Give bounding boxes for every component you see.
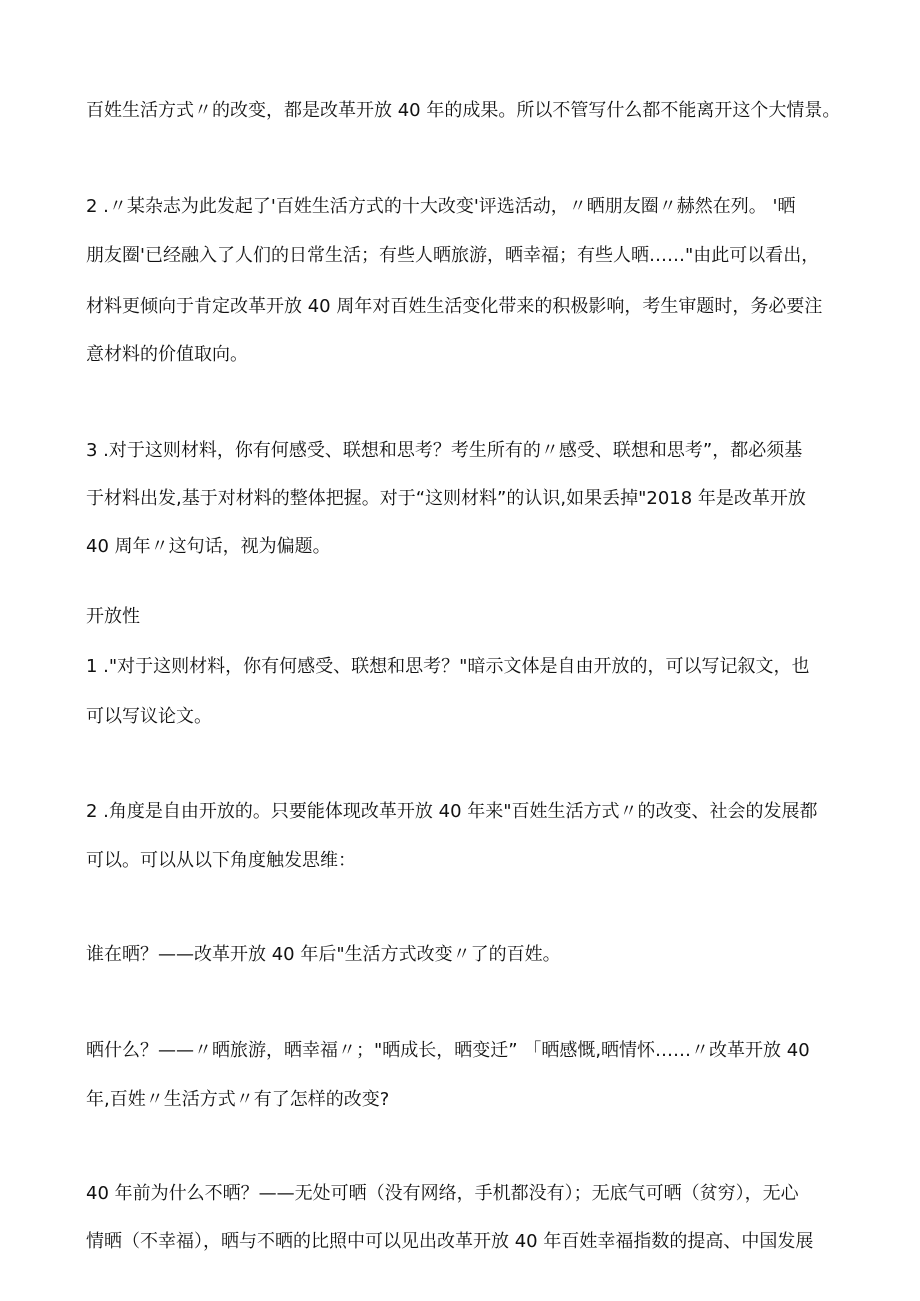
text-line-5: 意材料的价值取向。 [86, 344, 248, 365]
text-line-16: 年,百姓〃生活方式〃有了怎样的改变? [86, 1089, 390, 1110]
text-line-7: 于材料出发,基于对材料的整体把握。对于“这则材料”的认识,如果丢掉"2018 年是改革开放 [86, 488, 806, 509]
text-line-10: 1 ."对于这则材料，你有何感受、联想和思考？"暗示文体是自由开放的，可以写记叙文，也 [86, 656, 810, 677]
text-line-13: 可以。可以从以下角度触发思维： [86, 850, 356, 871]
text-line-6: 3 .对于这则材料，你有何感受、联想和思考？考生所有的〃感受、联想和思考”，都必须基 [86, 440, 803, 461]
text-line-14: 谁在晒？——改革开放 40 年后"生活方式改变〃了的百姓。 [86, 944, 561, 965]
text-line-4: 材料更倾向于肯定改革开放 40 周年对百姓生活变化带来的积极影响，考生审题时，务必要注 [86, 296, 823, 317]
text-line-12: 2 .角度是自由开放的。只要能体现改革开放 40 年来"百姓生活方式〃的改变、社会的发展都 [86, 801, 818, 822]
text-line-11: 可以写议论文。 [86, 706, 212, 727]
text-line-18: 情晒（不幸福），晒与不晒的比照中可以见出改革开放 40 年百姓幸福指数的提高、中国发展 [86, 1231, 814, 1252]
text-line-3: 朋友圈'已经融入了人们的日常生活；有些人晒旅游，晒幸福；有些人晒……"由此可以看出， [86, 245, 820, 266]
text-line-15: 晒什么？——〃晒旅游，晒幸福〃；"晒成长，晒变迁” 「晒感慨,晒情怀……〃改革开放 40 [86, 1040, 810, 1061]
section-heading-openness: 开放性 [86, 606, 140, 627]
text-line-1: 百姓生活方式〃的改变，都是改革开放 40 年的成果。所以不管写什么都不能离开这个大情景。 [86, 100, 841, 121]
text-line-8: 40 周年〃这句话，视为偏题。 [86, 536, 331, 557]
text-line-2: 2 .〃某杂志为此发起了'百姓生活方式的十大改变'评选活动，〃晒朋友圈〃赫然在列。 '晒 [86, 196, 796, 217]
text-line-17: 40 年前为什么不晒？——无处可晒（没有网络，手机都没有）；无底气可晒（贫穷），无心 [86, 1183, 799, 1204]
